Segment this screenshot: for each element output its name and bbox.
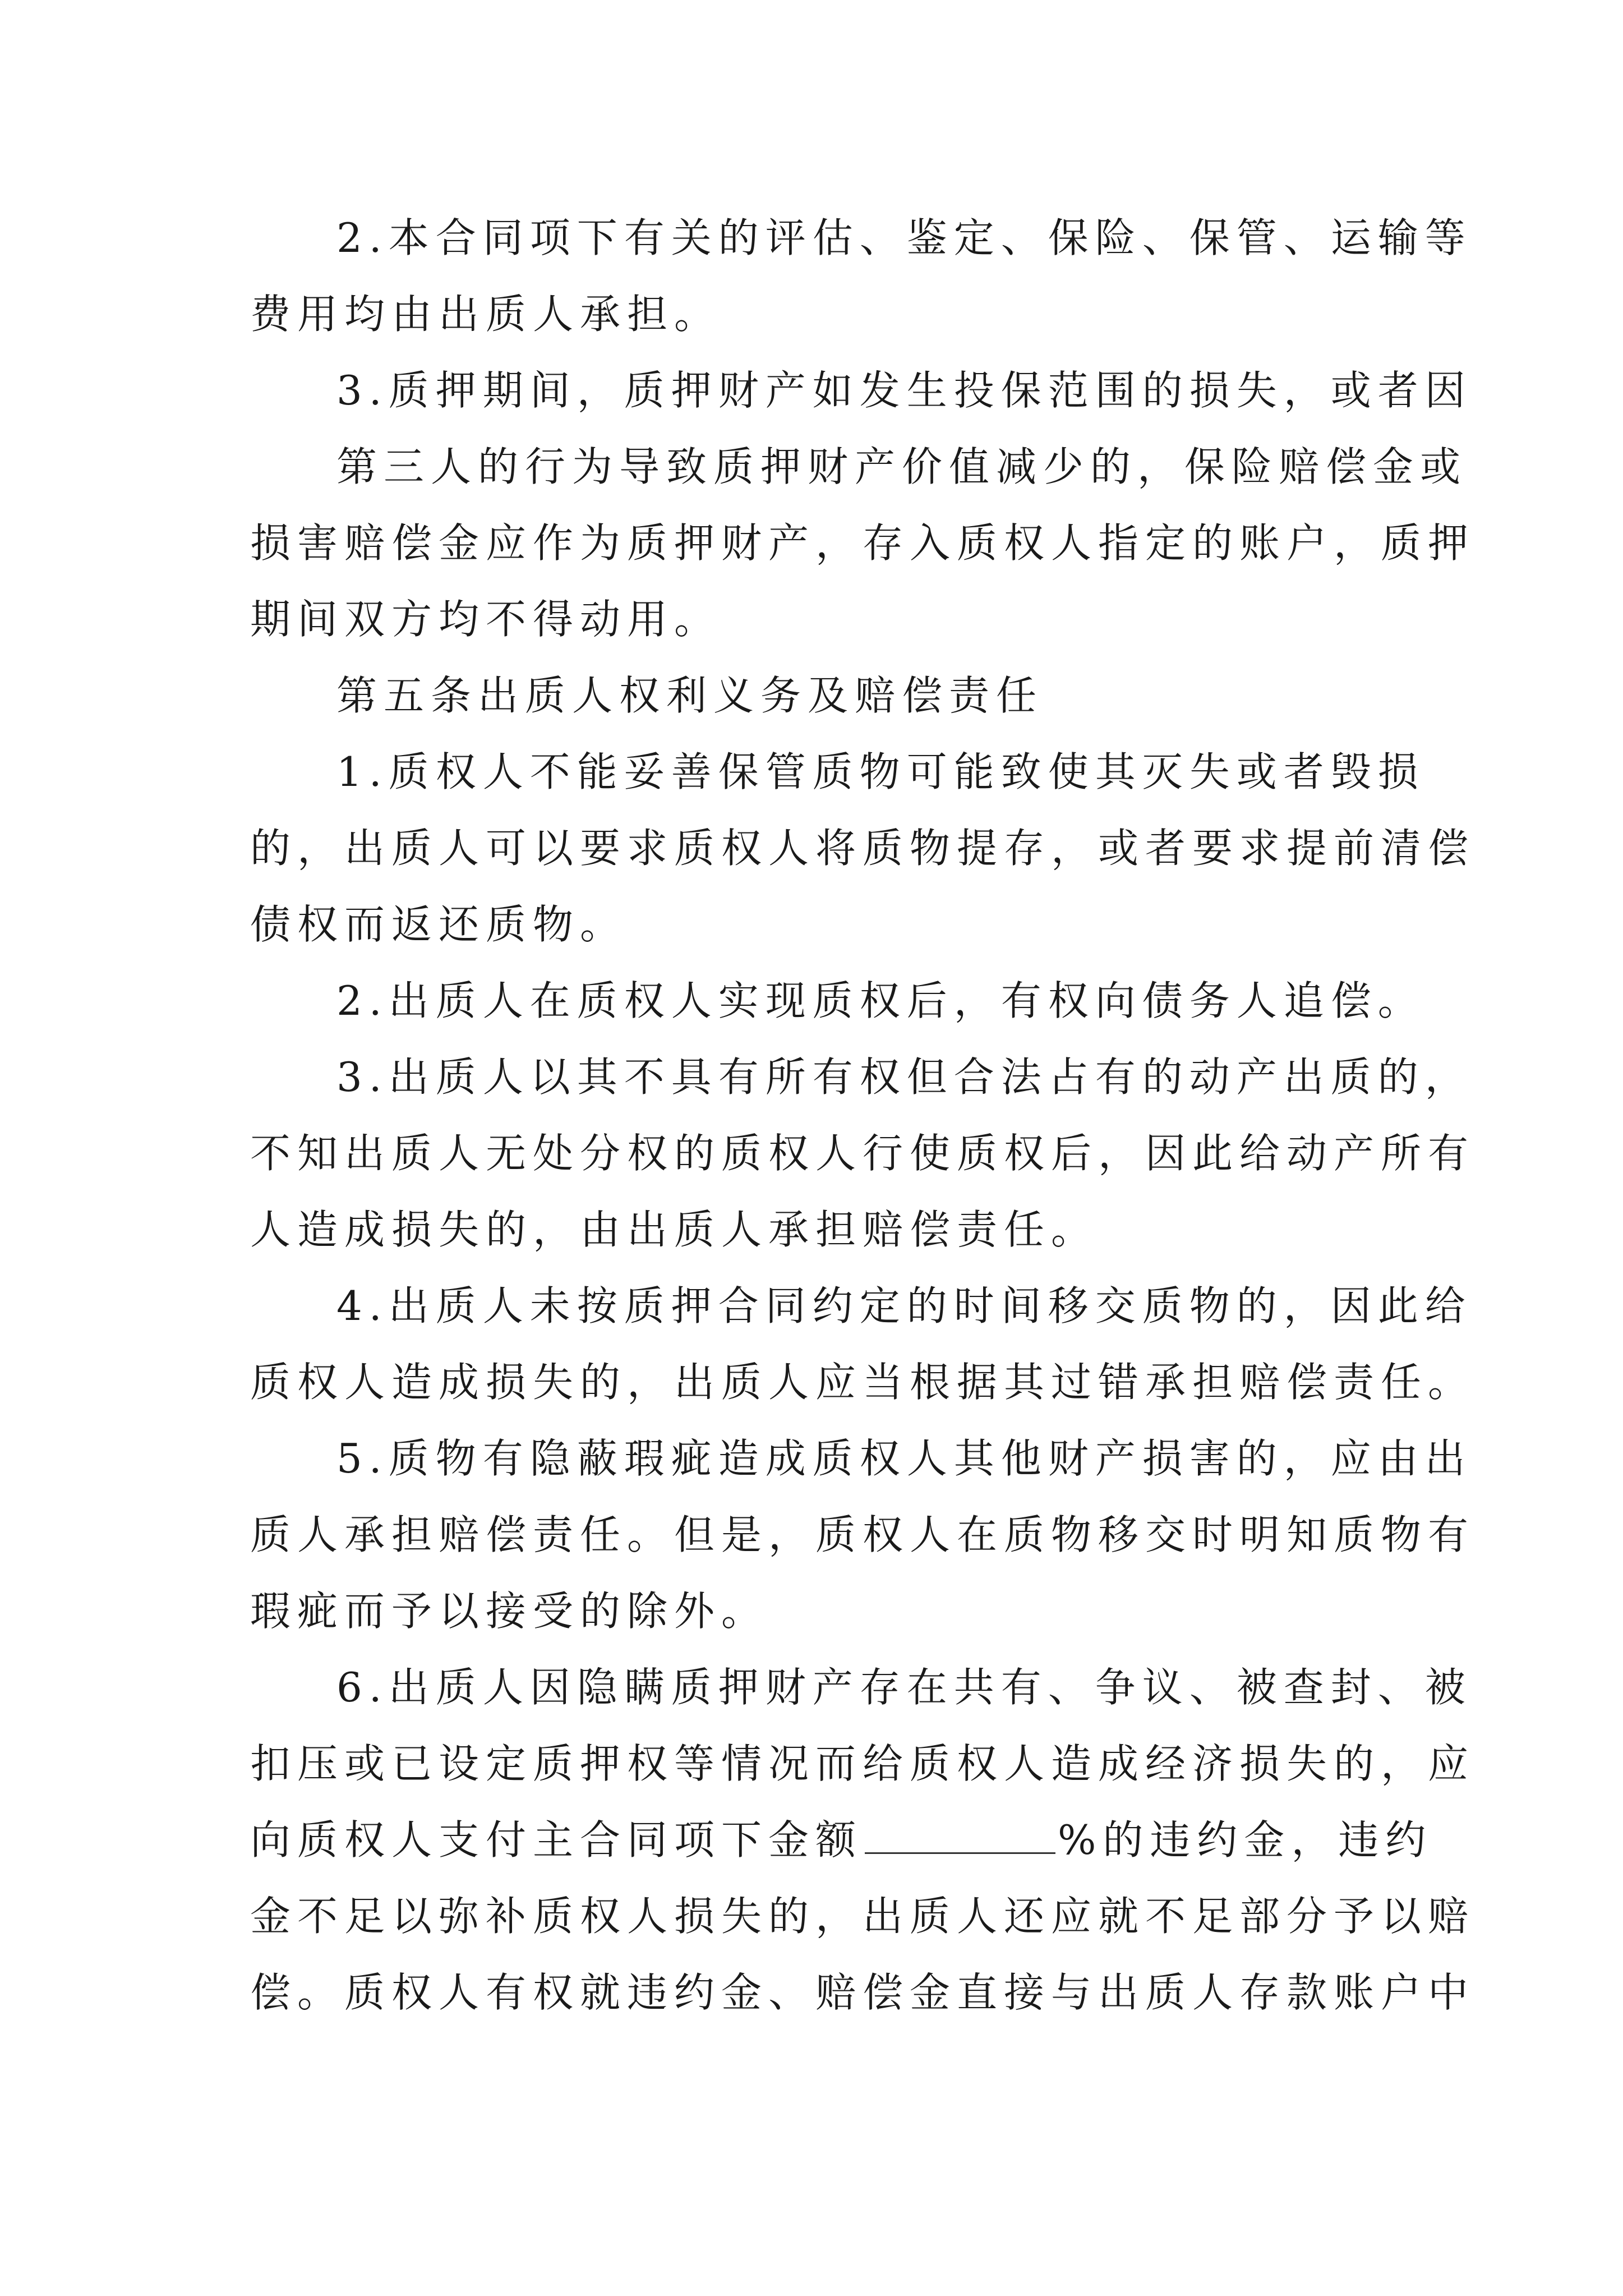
text-line: 3.质押期间，质押财产如发生投保范围的损失，或者因 bbox=[336, 367, 1472, 414]
fill-in-blank bbox=[865, 1813, 1055, 1854]
text-line: 的，出质人可以要求质权人将质物提存，或者要求提前清偿 bbox=[250, 825, 1476, 872]
text-line: 损害赔偿金应作为质押财产，存入质权人指定的账户，质押 bbox=[250, 519, 1476, 567]
text-line: 6.出质人因隐瞒质押财产存在共有、争议、被查封、被 bbox=[336, 1664, 1472, 1711]
text-line: 质权人造成损失的，出质人应当根据其过错承担赔偿责任。 bbox=[250, 1359, 1476, 1406]
text-line: 费用均由出质人承担。 bbox=[250, 291, 722, 338]
text-line: 瑕疵而予以接受的除外。 bbox=[250, 1588, 769, 1635]
text-line: 5.质物有隐蔽瑕疵造成质权人其他财产损害的，应由出 bbox=[336, 1435, 1472, 1482]
text-line: 2.出质人在质权人实现质权后，有权向债务人追偿。 bbox=[336, 977, 1425, 1024]
text-line-with-blank bbox=[250, 1813, 1433, 1867]
text-line: 2.本合同项下有关的评估、鉴定、保险、保管、运输等 bbox=[336, 214, 1472, 261]
text-line: 3.出质人以其不具有所有权但合法占有的动产出质的， bbox=[336, 1053, 1472, 1101]
text-line: 扣压或已设定质押权等情况而给质权人造成经济损失的，应 bbox=[250, 1740, 1476, 1787]
text-line: 偿。质权人有权就违约金、赔偿金直接与出质人存款账户中 bbox=[250, 1969, 1476, 2016]
text-line: 不知出质人无处分权的质权人行使质权后，因此给动产所有 bbox=[250, 1130, 1476, 1177]
text-before-blank: 向质权人支付主合同项下金额 bbox=[250, 1816, 863, 1864]
text-line: 债权而返还质物。 bbox=[250, 901, 628, 948]
text-line: 人造成损失的，由出质人承担赔偿责任。 bbox=[250, 1206, 1099, 1253]
section-heading: 第五条出质人权利义务及赔偿责任 bbox=[336, 672, 1044, 719]
text-line: 第三人的行为导致质押财产价值减少的，保险赔偿金或 bbox=[336, 443, 1468, 490]
text-line: 金不足以弥补质权人损失的，出质人还应就不足部分予以赔 bbox=[250, 1893, 1476, 1940]
text-after-blank: %的违约金，违约 bbox=[1058, 1816, 1433, 1864]
text-line: 期间双方均不得动用。 bbox=[250, 596, 722, 643]
text-line: 1.质权人不能妥善保管质物可能致使其灭失或者毁损 bbox=[336, 748, 1425, 795]
text-line: 4.出质人未按质押合同约定的时间移交质物的，因此给 bbox=[336, 1282, 1472, 1329]
text-line: 质人承担赔偿责任。但是，质权人在质物移交时明知质物有 bbox=[250, 1511, 1476, 1558]
